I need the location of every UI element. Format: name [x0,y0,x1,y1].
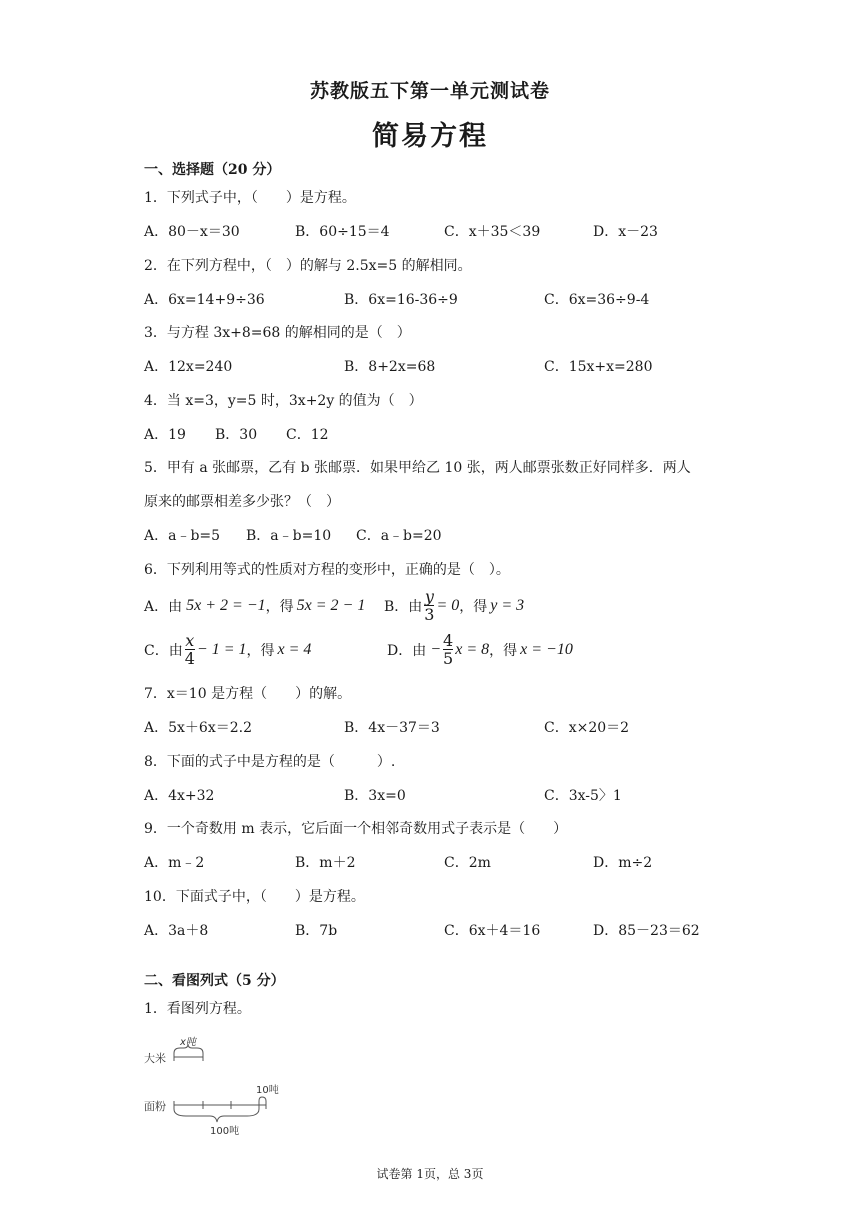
extra-amount-label: 10吨 [256,1085,279,1096]
q6-a-result: 5x = 2 − 1 [296,597,366,614]
q9-option-b: B．m＋2 [295,855,356,871]
q6-c-numerator: x [185,630,195,650]
question-9-stem: 9．一个奇数用 m 表示，它后面一个相邻奇数用式子表示是（ ） [144,821,568,837]
q6-option-b [384,586,524,626]
q8-option-c: C．3x-5〉1 [544,788,622,804]
rice-value-label: x吨 [180,1037,196,1048]
q4-option-a: A．19 [144,427,186,443]
q4-option-b: B．30 [215,427,258,443]
q1-option-d: D．x－23 [593,224,658,240]
q8-option-a: A．4x+32 [144,788,215,804]
q6-option-d [387,630,573,670]
q6-c-equation: − 1 = 1 [196,641,247,658]
q10-option-c: C．6x＋4＝16 [444,923,541,939]
q6-b-equation: = 0 [436,597,460,614]
q9-option-c: C．2m [444,855,491,871]
unit-title: 简易方程 [372,121,488,152]
q1-option-c: C．x＋35＜39 [444,224,541,240]
q9-option-a: A．m﹣2 [144,855,205,871]
q6-a-mid: ，得 [265,599,294,615]
section2-question-1-stem: 1．看图列方程。 [144,1001,251,1017]
q5-option-a: A．a﹣b=5 [144,528,221,544]
q6-d-mid: ，得 [489,643,518,659]
q6-d-prefix: D．由 [387,643,427,659]
q3-option-b: B．8+2x=68 [344,359,436,375]
question-5-stem-line1: 5．甲有 a 张邮票，乙有 b 张邮票．如果甲给乙 10 张，两人邮票张数正好同样多．两人 [144,460,691,476]
q6-c-mid: ，得 [246,643,275,659]
line-segment-diagram [140,1036,300,1140]
q10-option-b: B．7b [295,923,338,939]
q5-option-b: B．a﹣b=10 [246,528,332,544]
q10-option-d: D．85－23＝62 [593,923,700,939]
flour-label: 面粉 [144,1100,166,1113]
rice-label: 大米 [144,1052,166,1065]
q8-option-b: B．3x=0 [344,788,406,804]
q6-c-result: x = 4 [277,641,312,658]
q6-d-minus: − [430,641,442,658]
q1-option-a: A．80－x＝30 [144,224,240,240]
q1-option-b: B．60÷15＝4 [295,224,390,240]
q6-b-fraction [424,586,435,624]
q3-option-c: C．15x+x=280 [544,359,653,375]
q6-a-prefix: A．由 [144,599,183,615]
q6-b-result: y = 3 [490,597,525,614]
question-8-stem: 8．下面的式子中是方程的是（ ）. [144,754,396,770]
q6-d-numerator: 4 [443,630,454,650]
q6-b-denominator: 3 [424,604,435,624]
total-brace [174,1109,259,1122]
question-2-stem: 2．在下列方程中，（ ）的解与 2.5x=5 的解相同。 [144,258,472,274]
q6-c-denominator: 4 [184,648,195,668]
q2-option-b: B．6x=16-36÷9 [344,292,458,308]
q2-option-c: C．6x=36÷9-4 [544,292,650,308]
exam-title: 苏教版五下第一单元测试卷 [309,80,550,102]
q6-d-fraction [443,630,454,668]
q3-option-a: A．12x=240 [144,359,233,375]
q6-c-fraction [184,630,195,668]
q7-option-b: B．4x－37＝3 [344,720,440,736]
q5-option-c: C．a﹣b=20 [356,528,442,544]
q6-c-prefix: C．由 [144,643,183,659]
q6-option-c [144,630,311,670]
q4-option-c: C．12 [286,427,329,443]
q6-b-numerator: y [424,586,434,606]
question-4-stem: 4．当 x=3，y=5 时，3x+2y 的值为（ ） [144,393,423,409]
total-amount-label: 100吨 [210,1126,240,1137]
section-heading-diagram: 二、看图列式（5 分） [144,973,285,989]
q2-option-a: A．6x=14+9÷36 [144,292,265,308]
question-1-stem: 1．下列式子中，（ ）是方程。 [144,190,356,206]
q6-d-result: x = −10 [520,641,573,658]
q6-b-prefix: B．由 [384,599,423,615]
q9-option-d: D．m÷2 [593,855,653,871]
question-6-stem: 6．下列利用等式的性质对方程的变形中，正确的是（ ）。 [144,562,510,578]
q6-option-a [144,586,365,626]
q7-option-c: C．x×20＝2 [544,720,630,736]
section-heading-choice: 一、选择题（20 分） [144,162,281,178]
extra-brace [259,1097,266,1101]
q6-b-mid: ，得 [459,599,488,615]
question-3-stem: 3．与方程 3x+8=68 的解相同的是（ ） [144,325,411,341]
q7-option-a: A．5x＋6x＝2.2 [144,720,252,736]
q6-a-equation: 5x + 2 = −1 [186,597,266,614]
question-7-stem: 7．x＝10 是方程（ ）的解。 [144,686,352,702]
q6-d-denominator: 5 [443,648,454,668]
page-footer: 试卷第 1页，总 3页 [376,1167,484,1181]
question-5-stem-line2: 原来的邮票相差多少张？（ ） [144,494,340,510]
q10-option-a: A．3a＋8 [144,923,209,939]
question-10-stem: 10．下面式子中，（ ）是方程。 [144,889,365,905]
q6-d-equation: x = 8 [455,641,490,658]
